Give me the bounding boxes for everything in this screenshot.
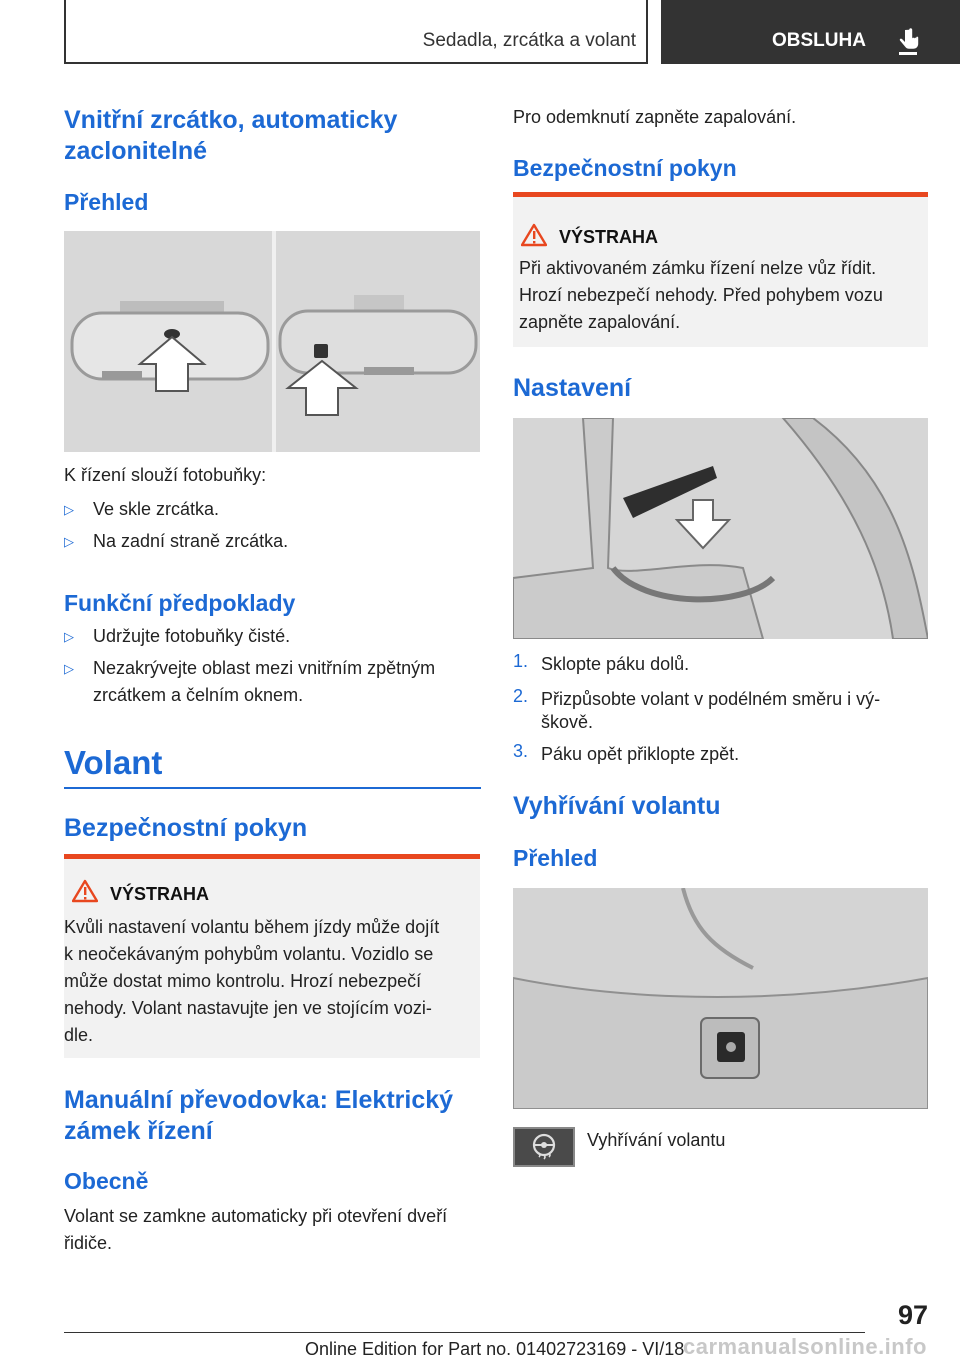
warning-line: zapněte zapalování. (519, 312, 681, 332)
warning-triangle-icon (521, 223, 547, 247)
volant-rule (64, 787, 481, 789)
step-text: Přizpůsobte volant v podélném směru i vý- (541, 689, 881, 709)
ignition-text: Pro odemknutí zapněte zapalování. (513, 107, 797, 127)
heating-button-label: Vyhřívání volantu (587, 1130, 726, 1150)
heating-photo (513, 888, 928, 1109)
bullet-triangle-icon: ▷ (64, 661, 74, 676)
general-text-line2: řidiče. (64, 1233, 113, 1253)
overview-heading: Přehled (64, 189, 149, 215)
pointing-hand-icon (896, 28, 920, 56)
step-text: Páku opět přiklopte zpět. (541, 744, 740, 764)
footer-watermark: carmanualsonline.info (683, 1334, 927, 1359)
manual-heading-line2: zámek řízení (64, 1117, 213, 1145)
setting-heading: Nastavení (513, 374, 632, 402)
bullet-triangle-icon: ▷ (64, 502, 74, 517)
prerequisites-heading: Funkční předpoklady (64, 590, 296, 616)
warning-line: nehody. Volant nastavujte jen ve stojícím vozi- (64, 998, 432, 1018)
warning-title-right: VÝSTRAHA (559, 227, 659, 247)
volant-heading: Volant (64, 744, 163, 781)
warning-title-left: VÝSTRAHA (110, 884, 210, 904)
warning-line: dle. (64, 1025, 94, 1045)
step-text: Sklopte páku dolů. (541, 654, 690, 674)
heating-heading: Vyhřívání volantu (513, 792, 721, 820)
header-section-title: Sedadla, zrcátka a volant (422, 30, 636, 51)
step-number: 2. (513, 686, 529, 706)
footer-edition: Online Edition for Part no. 01402723169 - VI/18 (305, 1339, 685, 1359)
lever-illustration (513, 418, 928, 639)
general-heading: Obecně (64, 1168, 149, 1194)
heating-button (513, 1127, 575, 1167)
warning-line: Hrozí nebezpečí nehody. Před pohybem vozu (519, 285, 883, 305)
warning-box-left (64, 854, 480, 1058)
heating-illustration (513, 888, 928, 1109)
overview-heading-right: Přehled (513, 845, 598, 871)
mirror-title-line1: Vnitřní zrcátko, automaticky (64, 106, 398, 134)
general-text-line1: Volant se zamkne automaticky při otevření dveří (64, 1206, 448, 1226)
safety-heading-left: Bezpečnostní pokyn (64, 814, 308, 842)
footer-rule (64, 1332, 865, 1333)
warning-line: může dostat mimo kontrolu. Hrozí nebezpečí (64, 971, 422, 991)
bullet-triangle-icon: ▷ (64, 629, 74, 644)
mirror-illustration (64, 231, 480, 452)
mirror-title-line2: zaclonitelné (64, 137, 208, 165)
mirror-photo (64, 231, 480, 452)
manual-heading-line1: Manuální převodovka: Elektrický (64, 1086, 454, 1114)
control-text: K řízení slouží fotobuňky: (64, 465, 267, 485)
steering-lever-photo (513, 418, 928, 639)
page-number: 97 (897, 1300, 928, 1330)
warning-triangle-icon (72, 879, 98, 903)
warning-line: Kvůli nastavení volantu během jízdy může dojít (64, 917, 440, 937)
list-item-continuation: zrcátkem a čelním oknem. (93, 685, 304, 705)
warning-line: Při aktivovaném zámku řízení nelze vůz řídit. (519, 258, 877, 278)
header-tab-label: OBSLUHA (772, 30, 866, 51)
warning-box-right (513, 192, 928, 347)
safety-heading-right: Bezpečnostní pokyn (513, 155, 737, 181)
step-number: 1. (513, 651, 529, 671)
step-number: 3. (513, 741, 529, 761)
warning-line: k neočekávaným pohybům volantu. Vozidlo se (64, 944, 434, 964)
bullet-triangle-icon: ▷ (64, 534, 74, 549)
step-text-continuation: škově. (541, 712, 594, 732)
heated-steering-wheel-icon (529, 1132, 559, 1162)
